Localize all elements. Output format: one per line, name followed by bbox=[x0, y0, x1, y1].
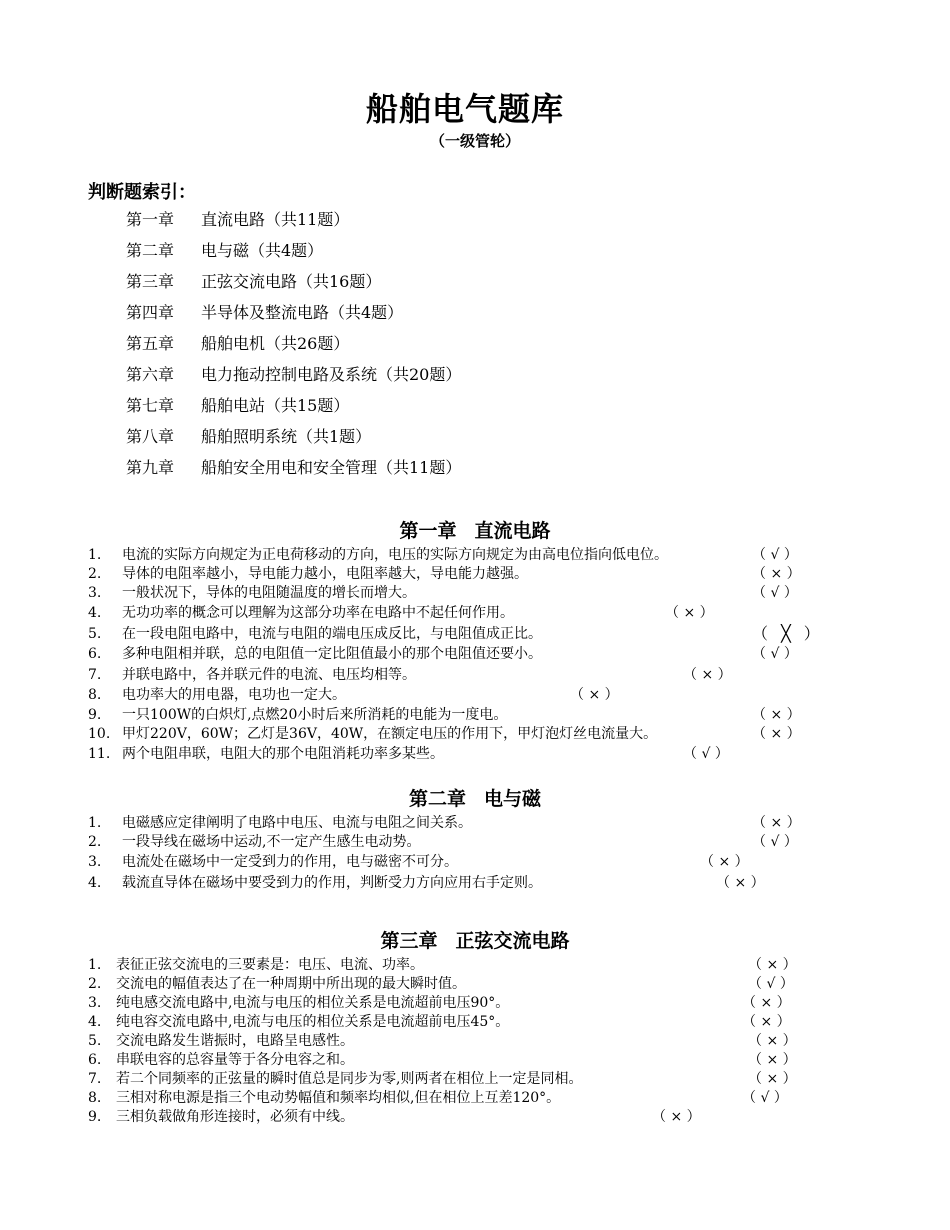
question-text: 三相负载做角形连接时，必须有中线。 bbox=[116, 1109, 354, 1125]
answer-mark: （ × ） bbox=[570, 687, 619, 703]
section-chapter-label: 第一章 bbox=[399, 520, 457, 542]
question-number: 5. bbox=[88, 1033, 102, 1049]
index-item bbox=[126, 452, 461, 483]
answer-mark: （ √ ） bbox=[748, 976, 794, 992]
question-number: 10. bbox=[88, 725, 111, 742]
question-text: 甲灯220V，60W；乙灯是36V，40W，在额定电压的作用下，甲灯泡灯丝电流量大。 bbox=[122, 725, 658, 742]
index-chapter-name: 正弦交流电路（共16题） bbox=[201, 272, 382, 291]
question-row bbox=[0, 1108, 950, 1127]
question-number: 6. bbox=[88, 646, 102, 662]
question-row bbox=[0, 685, 950, 706]
answer-mark: （ × ） bbox=[742, 1014, 791, 1030]
question-text: 载流直导体在磁场中要受到力的作用，判断受力方向应用右手定则。 bbox=[122, 874, 542, 891]
answer-mark: （ × ） bbox=[748, 1033, 797, 1049]
question-row bbox=[0, 603, 950, 624]
question-text: 纯电感交流电路中,电流与电压的相位关系是电流超前电压90°。 bbox=[116, 995, 510, 1011]
question-row bbox=[0, 1051, 950, 1070]
answer-mark: （ × ） bbox=[752, 706, 801, 723]
answer-mark: （ √ ） bbox=[752, 834, 798, 850]
question-number: 8. bbox=[88, 1090, 102, 1106]
question-number: 7. bbox=[88, 666, 102, 683]
index-chapter-name: 电力拖动控制电路及系统（共20题） bbox=[201, 365, 462, 384]
index-chapter-name: 船舶照明系统（共1题） bbox=[201, 427, 372, 446]
question-number: 5. bbox=[88, 625, 102, 642]
index-chapter: 第三章 bbox=[126, 272, 175, 291]
question-text: 一段导线在磁场中运动,不一定产生感生电动势。 bbox=[122, 834, 421, 850]
question-number: 4. bbox=[88, 874, 102, 891]
answer-mark: （ × ） bbox=[742, 995, 791, 1011]
question-text: 两个电阻串联，电阻大的那个电阻消耗功率多某些。 bbox=[122, 745, 444, 762]
question-number: 9. bbox=[88, 706, 102, 723]
question-text: 无功功率的概念可以理解为这部分功率在电路中不起任何作用。 bbox=[122, 605, 514, 621]
index-chapter-name: 电与磁（共4题） bbox=[201, 241, 324, 260]
index-chapter: 第九章 bbox=[126, 458, 175, 477]
question-row bbox=[0, 873, 950, 894]
document-subtitle: （一级管轮） bbox=[429, 132, 520, 150]
section-chapter-name: 正弦交流电路 bbox=[455, 930, 570, 952]
answer-mark: （ × ） bbox=[752, 725, 801, 742]
question-text: 交流电路发生谐振时，电路呈电感性。 bbox=[116, 1033, 354, 1049]
question-number: 2. bbox=[88, 976, 102, 992]
question-text: 电流处在磁场中一定受到力的作用，电与磁密不可分。 bbox=[122, 854, 458, 870]
index-item bbox=[126, 204, 461, 235]
question-number: 1. bbox=[88, 815, 102, 831]
index-item bbox=[126, 359, 461, 390]
question-row bbox=[0, 744, 950, 765]
section-chapter-name: 电与磁 bbox=[484, 788, 542, 810]
question-text: 电流的实际方向规定为正电荷移动的方向，电压的实际方向规定为由高电位指向低电位。 bbox=[122, 547, 668, 563]
question-number: 2. bbox=[88, 566, 102, 582]
answer-mark: （ × ） bbox=[748, 1071, 797, 1087]
section-chapter-name: 直流电路 bbox=[474, 520, 551, 542]
index-list bbox=[126, 204, 461, 483]
question-number: 6. bbox=[88, 1052, 102, 1068]
question-row bbox=[0, 994, 950, 1013]
question-row bbox=[0, 706, 950, 725]
index-chapter-name: 船舶电机（共26题） bbox=[201, 334, 350, 353]
index-chapter: 第一章 bbox=[126, 210, 175, 229]
question-row bbox=[0, 1089, 950, 1108]
section-chapter-label: 第三章 bbox=[380, 930, 438, 952]
question-number: 3. bbox=[88, 585, 102, 601]
question-number: 3. bbox=[88, 995, 102, 1011]
question-text: 若二个同频率的正弦量的瞬时值总是同步为零,则两者在相位上一定是同相。 bbox=[116, 1071, 583, 1087]
section-title bbox=[0, 926, 950, 956]
index-chapter: 第七章 bbox=[126, 396, 175, 415]
index-chapter: 第六章 bbox=[126, 365, 175, 384]
question-text: 电磁感应定律阐明了电路中电压、电流与电阻之间关系。 bbox=[122, 815, 472, 831]
index-item bbox=[126, 235, 461, 266]
document-title: 船舶电气题库 bbox=[365, 90, 564, 128]
question-row bbox=[0, 725, 950, 744]
answer-mark: （ × ） bbox=[752, 566, 801, 582]
index-chapter-name: 船舶电站（共15题） bbox=[201, 396, 350, 415]
question-text: 一只100W的白炽灯,点燃20小时后来所消耗的电能为一度电。 bbox=[122, 706, 508, 723]
question-number: 11. bbox=[88, 745, 111, 762]
question-number: 1. bbox=[88, 957, 102, 973]
answer-mark: （ √ ） bbox=[683, 745, 729, 762]
answer-mark: （ × ） bbox=[683, 666, 732, 683]
answer-mark: （ × ） bbox=[665, 605, 714, 621]
question-text: 串联电容的总容量等于各分电容之和。 bbox=[116, 1052, 354, 1068]
index-chapter-name: 直流电路（共11题） bbox=[201, 210, 350, 229]
section-chapter-3 bbox=[0, 926, 950, 1127]
answer-mark: （ × ） bbox=[652, 1109, 701, 1125]
question-text: 电功率大的用电器，电功也一定大。 bbox=[122, 687, 346, 703]
index-heading: 判断题索引： bbox=[88, 182, 196, 203]
question-row bbox=[0, 1013, 950, 1032]
question-number: 7. bbox=[88, 1071, 102, 1087]
answer-mark: （ √ ） bbox=[742, 1090, 788, 1106]
question-row bbox=[0, 1070, 950, 1089]
question-text: 表征正弦交流电的三要素是：电压、电流、功率。 bbox=[116, 957, 424, 973]
question-row bbox=[0, 644, 950, 665]
index-item bbox=[126, 421, 461, 452]
question-text: 三相对称电源是指三个电动势幅值和频率均相似,但在相位上互差120°。 bbox=[116, 1090, 561, 1106]
section-title bbox=[0, 784, 950, 814]
question-row bbox=[0, 956, 950, 975]
index-chapter-name: 船舶安全用电和安全管理（共11题） bbox=[201, 458, 462, 477]
question-number: 9. bbox=[88, 1109, 102, 1125]
question-row bbox=[0, 833, 950, 852]
question-row bbox=[0, 624, 950, 645]
section-chapter-1 bbox=[0, 516, 950, 764]
index-item bbox=[126, 297, 461, 328]
index-item bbox=[126, 266, 461, 297]
question-text: 在一段电阻电路中，电流与电阻的端电压成反比，与电阻值成正比。 bbox=[122, 625, 542, 642]
index-chapter: 第八章 bbox=[126, 427, 175, 446]
question-number: 4. bbox=[88, 605, 102, 621]
question-row bbox=[0, 584, 950, 603]
answer-mark: （ × ） bbox=[752, 815, 801, 831]
answer-mark: （ × ） bbox=[748, 1052, 797, 1068]
answer-mark: （ √ ） bbox=[752, 646, 798, 662]
question-row bbox=[0, 546, 950, 565]
question-number: 8. bbox=[88, 687, 102, 703]
index-item bbox=[126, 328, 461, 359]
question-text: 一般状况下，导体的电阻随温度的增长而增大。 bbox=[122, 585, 416, 601]
question-row bbox=[0, 1032, 950, 1051]
question-text: 导体的电阻率越小，导电能力越小，电阻率越大，导电能力越强。 bbox=[122, 566, 528, 582]
question-number: 4. bbox=[88, 1014, 102, 1030]
question-number: 2. bbox=[88, 834, 102, 850]
question-row bbox=[0, 852, 950, 873]
question-text: 多种电阻相并联，总的电阻值一定比阻值最小的那个电阻值还要小。 bbox=[122, 646, 542, 662]
section-chapter-label: 第二章 bbox=[408, 788, 466, 810]
section-chapter-2 bbox=[0, 784, 950, 893]
question-row bbox=[0, 975, 950, 994]
index-chapter: 第五章 bbox=[126, 334, 175, 353]
question-row bbox=[0, 565, 950, 584]
answer-mark: （ × ） bbox=[716, 874, 765, 891]
index-item bbox=[126, 390, 461, 421]
question-row bbox=[0, 814, 950, 833]
answer-mark: （ × ） bbox=[748, 957, 797, 973]
question-text: 纯电容交流电路中,电流与电压的相位关系是电流超前电压45°。 bbox=[116, 1014, 510, 1030]
question-text: 交流电的幅值表达了在一种周期中所出现的最大瞬时值。 bbox=[116, 976, 466, 992]
answer-mark: （ × ） bbox=[700, 854, 749, 870]
question-text: 并联电路中，各并联元件的电流、电压均相等。 bbox=[122, 666, 416, 683]
question-row bbox=[0, 665, 950, 686]
section-title bbox=[0, 516, 950, 546]
index-chapter: 第二章 bbox=[126, 241, 175, 260]
index-chapter-name: 半导体及整流电路（共4题） bbox=[201, 303, 404, 322]
answer-mark: （ √ ） bbox=[752, 585, 798, 601]
index-chapter: 第四章 bbox=[126, 303, 175, 322]
answer-mark: （ √ ） bbox=[752, 547, 798, 563]
question-number: 3. bbox=[88, 854, 102, 870]
question-number: 1. bbox=[88, 547, 102, 563]
answer-mark: （ ╳ ） bbox=[752, 623, 824, 643]
